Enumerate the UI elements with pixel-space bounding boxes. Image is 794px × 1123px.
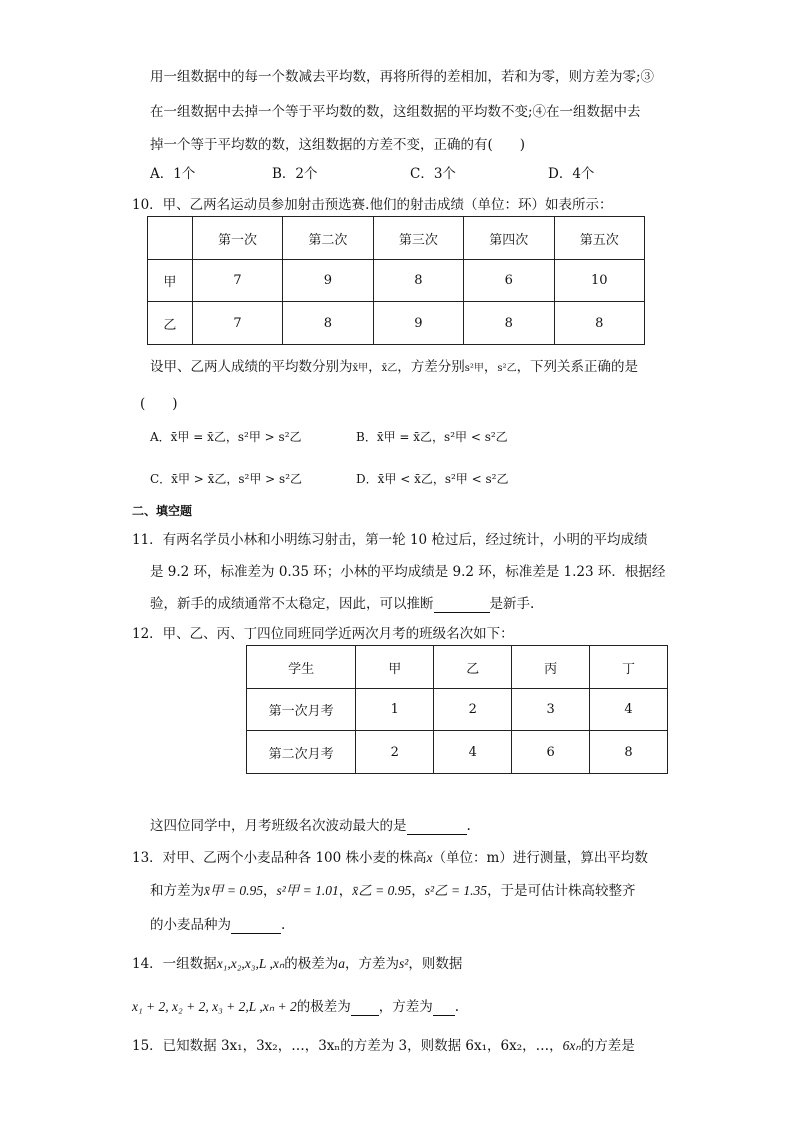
q14-line1: 14．一组数据x₁,x₂,x₃,L ,xₙ的极差为a，方差为s²，则数据	[132, 956, 463, 972]
var-x: x	[426, 850, 433, 865]
q10-cell: 9	[373, 302, 463, 345]
q10-header-cell: 第四次	[464, 217, 554, 260]
q10-stem: 10．甲、乙两名运动员参加射击预选赛.他们的射击成绩（单位：环）如表所示：	[132, 197, 613, 213]
q12-cell: 1	[356, 689, 434, 731]
q10-header-cell	[148, 217, 193, 260]
q10-header-cell: 第三次	[373, 217, 463, 260]
variance-yi-value: s²乙 = 1.35	[424, 883, 488, 898]
q10-header-cell: 第五次	[554, 217, 644, 260]
q12-header-cell: 丁	[590, 646, 668, 689]
q11-line2: 是 9.2 环，标准差为 0.35 环；小林的平均成绩是 9.2 环，标准差是 1.23 环．根据经	[150, 564, 666, 580]
q12-cell: 3	[512, 689, 590, 731]
q12-cell: 8	[590, 731, 668, 774]
q12-cell: 4	[434, 731, 512, 774]
q13-line1: 13．对甲、乙两个小麦品种各 100 株小麦的株高x（单位：m）进行测量，算出平均数	[132, 850, 648, 866]
shifted-data-sequence: x₁ + 2, x₂ + 2, x₃ + 2,L ,xₙ + 2	[132, 999, 297, 1014]
q10-option-d: D．x̄甲 < x̄乙，s²甲 < s²乙	[356, 472, 509, 486]
answer-blank[interactable]	[231, 917, 281, 934]
table-row	[148, 302, 645, 345]
q9-option-b: B．2个	[272, 166, 318, 182]
q11-line1: 11．有两名学员小林和小明练习射击，第一轮 10 枪过后，经过统计，小明的平均成绩	[132, 532, 648, 548]
q10-option-b: B．x̄甲 = x̄乙，s²甲 < s²乙	[356, 430, 508, 444]
answer-blank[interactable]	[433, 999, 455, 1016]
q10-score-table	[147, 216, 645, 345]
q10-header-cell: 第二次	[283, 217, 373, 260]
q10-header-cell: 第一次	[192, 217, 282, 260]
var-a: a	[338, 956, 346, 971]
mean-jia-value: x̄甲 = 0.95	[204, 883, 263, 898]
variance-jia: s²甲	[464, 363, 484, 374]
q10-option-c: C．x̄甲 > x̄乙，s²甲 > s²乙	[150, 472, 303, 486]
mean-yi: x̄乙	[381, 363, 398, 374]
q10-cell: 8	[283, 302, 373, 345]
q12-header-cell: 乙	[434, 646, 512, 689]
q10-cell: 6	[464, 260, 554, 302]
q10-option-a: A．x̄甲 = x̄乙，s²甲 > s²乙	[150, 430, 302, 444]
q12-question: 这四位同学中，月考班级名次波动最大的是 .	[150, 818, 471, 834]
scaled-data: 6xₙ	[562, 1038, 581, 1053]
q15-line1: 15．已知数据 3x₁，3x₂，…，3xₙ的方差为 3，则数据 6x₁，6x₂，…，6xₙ的方差是	[132, 1038, 635, 1054]
q12-row-label: 第二次月考	[247, 731, 356, 774]
q11-line3: 验，新手的成绩通常不太稳定，因此，可以推断 是新手.	[150, 596, 535, 612]
q10-cell: 8	[373, 260, 463, 302]
section-heading: 二、填空题	[132, 504, 193, 518]
q9-option-a: A．1个	[150, 166, 196, 182]
q10-cell: 9	[283, 260, 373, 302]
q10-cell: 10	[554, 260, 644, 302]
q9-line2: 在一组数据中去掉一个等于平均数的数，这组数据的平均数不变;④在一组数据中去	[150, 104, 641, 120]
q12-row-label: 第一次月考	[247, 689, 356, 731]
q13-line3: 的小麦品种为 .	[150, 917, 286, 933]
q10-cell: 7	[192, 260, 282, 302]
q10-cell: 7	[192, 302, 282, 345]
q10-row-label: 甲	[148, 260, 193, 302]
q12-cell: 2	[434, 689, 512, 731]
mean-jia: x̄甲	[352, 363, 369, 374]
q9-line1: 用一组数据中的每一个数减去平均数，再将所得的差相加，若和为零，则方差为零;③	[150, 69, 655, 85]
q12-header-cell: 丙	[512, 646, 590, 689]
answer-blank[interactable]	[407, 818, 467, 835]
q12-cell: 6	[512, 731, 590, 774]
q9-line3: 掉一个等于平均数的数，这组数据的方差不变，正确的有( )	[150, 137, 526, 153]
answer-blank[interactable]	[434, 596, 490, 613]
q10-row-label: 乙	[148, 302, 193, 345]
q12-rank-table	[246, 645, 668, 774]
q12-header-cell: 学生	[247, 646, 356, 689]
data-sequence: x₁,x₂,x₃,L ,xₙ	[216, 956, 285, 971]
q10-paren: ( )	[140, 396, 178, 412]
variance-jia-value: s²甲 = 1.01	[276, 883, 339, 898]
table-row	[247, 689, 668, 731]
var-s2: s²	[399, 956, 409, 971]
q10-cell: 8	[554, 302, 644, 345]
q12-cell: 4	[590, 689, 668, 731]
q9-option-c: C．3个	[410, 166, 456, 182]
answer-blank[interactable]	[351, 999, 379, 1016]
mean-yi-value: x̄乙 = 0.95	[352, 883, 412, 898]
q12-cell: 2	[356, 731, 434, 774]
q12-stem: 12．甲、乙、丙、丁四位同班同学近两次月考的班级名次如下：	[132, 626, 514, 642]
q10-cell: 8	[464, 302, 554, 345]
q9-option-d: D．4个	[548, 166, 595, 182]
table-row	[148, 260, 645, 302]
q14-line2: x₁ + 2, x₂ + 2, x₃ + 2,L ,xₙ + 2的极差为 ，方差为 .	[132, 999, 460, 1015]
q13-line2: 和方差为x̄甲 = 0.95，s²甲 = 1.01，x̄乙 = 0.95，s²乙 = 1.35，于是可估计株高较整齐	[150, 883, 636, 899]
q10-followup: 设甲、乙两人成绩的平均数分别为x̄甲，x̄乙，方差分别s²甲，s²乙，下列关系正确的是	[150, 359, 639, 375]
table-row	[247, 731, 668, 774]
variance-yi: s²乙	[497, 363, 517, 374]
q12-header-cell: 甲	[356, 646, 434, 689]
